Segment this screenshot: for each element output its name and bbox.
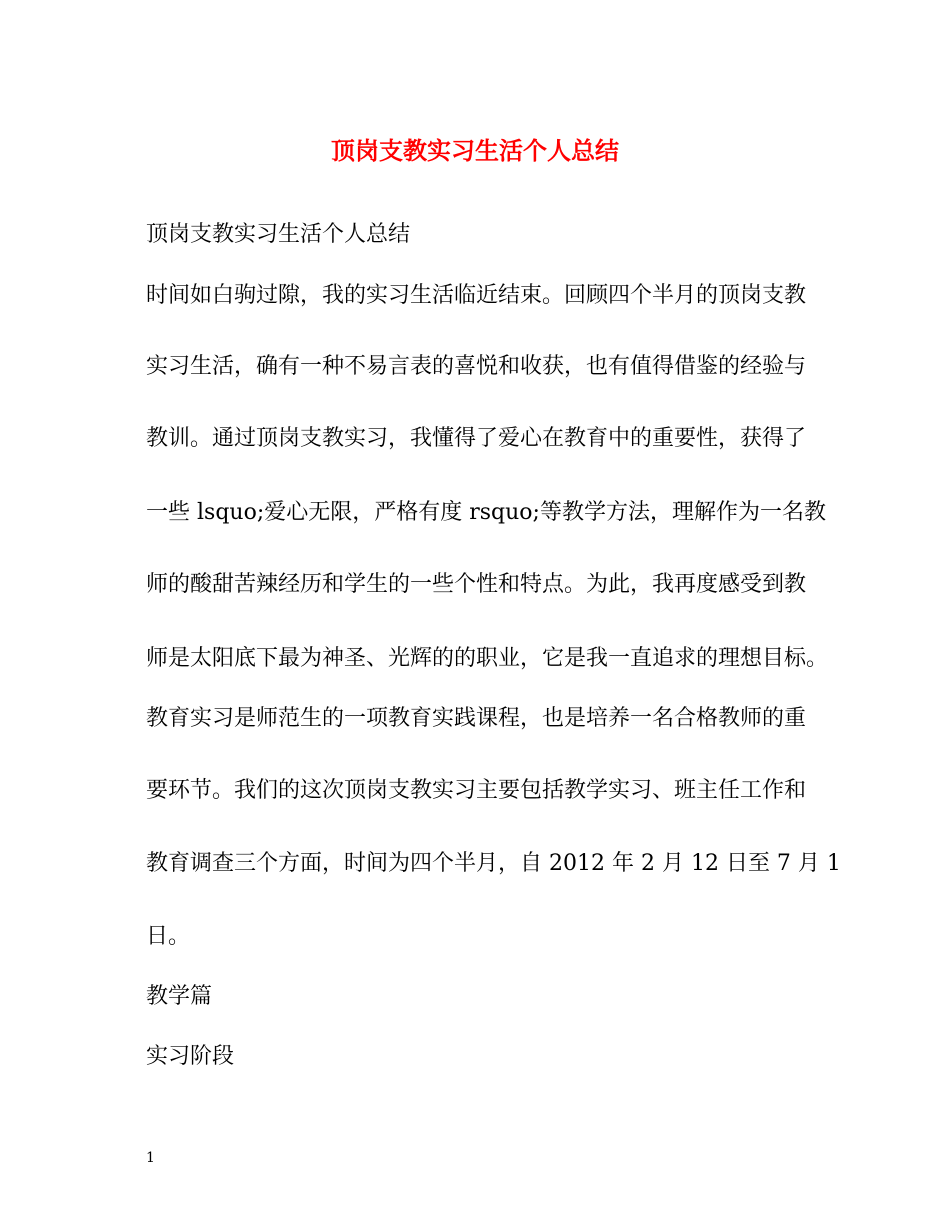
paragraph-line: 教育调查三个方面，时间为四个半月，自 2012 年 2 月 12 日至 7 月 1 bbox=[146, 851, 841, 876]
paragraph-line: 一些 lsquo;爱心无限，严格有度 rsquo;等教学方法，理解作为一名教 bbox=[146, 500, 826, 525]
paragraph-line: 日。 bbox=[146, 924, 191, 949]
page-number: 1 bbox=[146, 1150, 155, 1166]
paragraph-line: 实习生活，确有一种不易言表的喜悦和收获，也有值得借鉴的经验与 bbox=[146, 354, 807, 379]
document-title: 顶岗支教实习生活个人总结 bbox=[331, 136, 619, 165]
paragraph-line: 师的酸甜苦辣经历和学生的一些个性和特点。为此，我再度感受到教 bbox=[146, 572, 807, 597]
paragraph-line: 教育实习是师范生的一项教育实践课程，也是培养一名合格教师的重 bbox=[146, 706, 807, 731]
subsection-heading: 实习阶段 bbox=[146, 1044, 235, 1069]
document-subtitle: 顶岗支教实习生活个人总结 bbox=[146, 222, 411, 247]
paragraph-line: 师是太阳底下最为神圣、光辉的的职业，它是我一直追求的理想目标。 bbox=[146, 646, 829, 671]
paragraph-line: 要环节。我们的这次顶岗支教实习主要包括教学实习、班主任工作和 bbox=[146, 778, 807, 803]
paragraph-line: 教训。通过顶岗支教实习，我懂得了爱心在教育中的重要性，获得了 bbox=[146, 426, 807, 451]
paragraph-line: 时间如白驹过隙，我的实习生活临近结束。回顾四个半月的顶岗支教 bbox=[146, 283, 807, 308]
section-heading: 教学篇 bbox=[146, 984, 213, 1009]
